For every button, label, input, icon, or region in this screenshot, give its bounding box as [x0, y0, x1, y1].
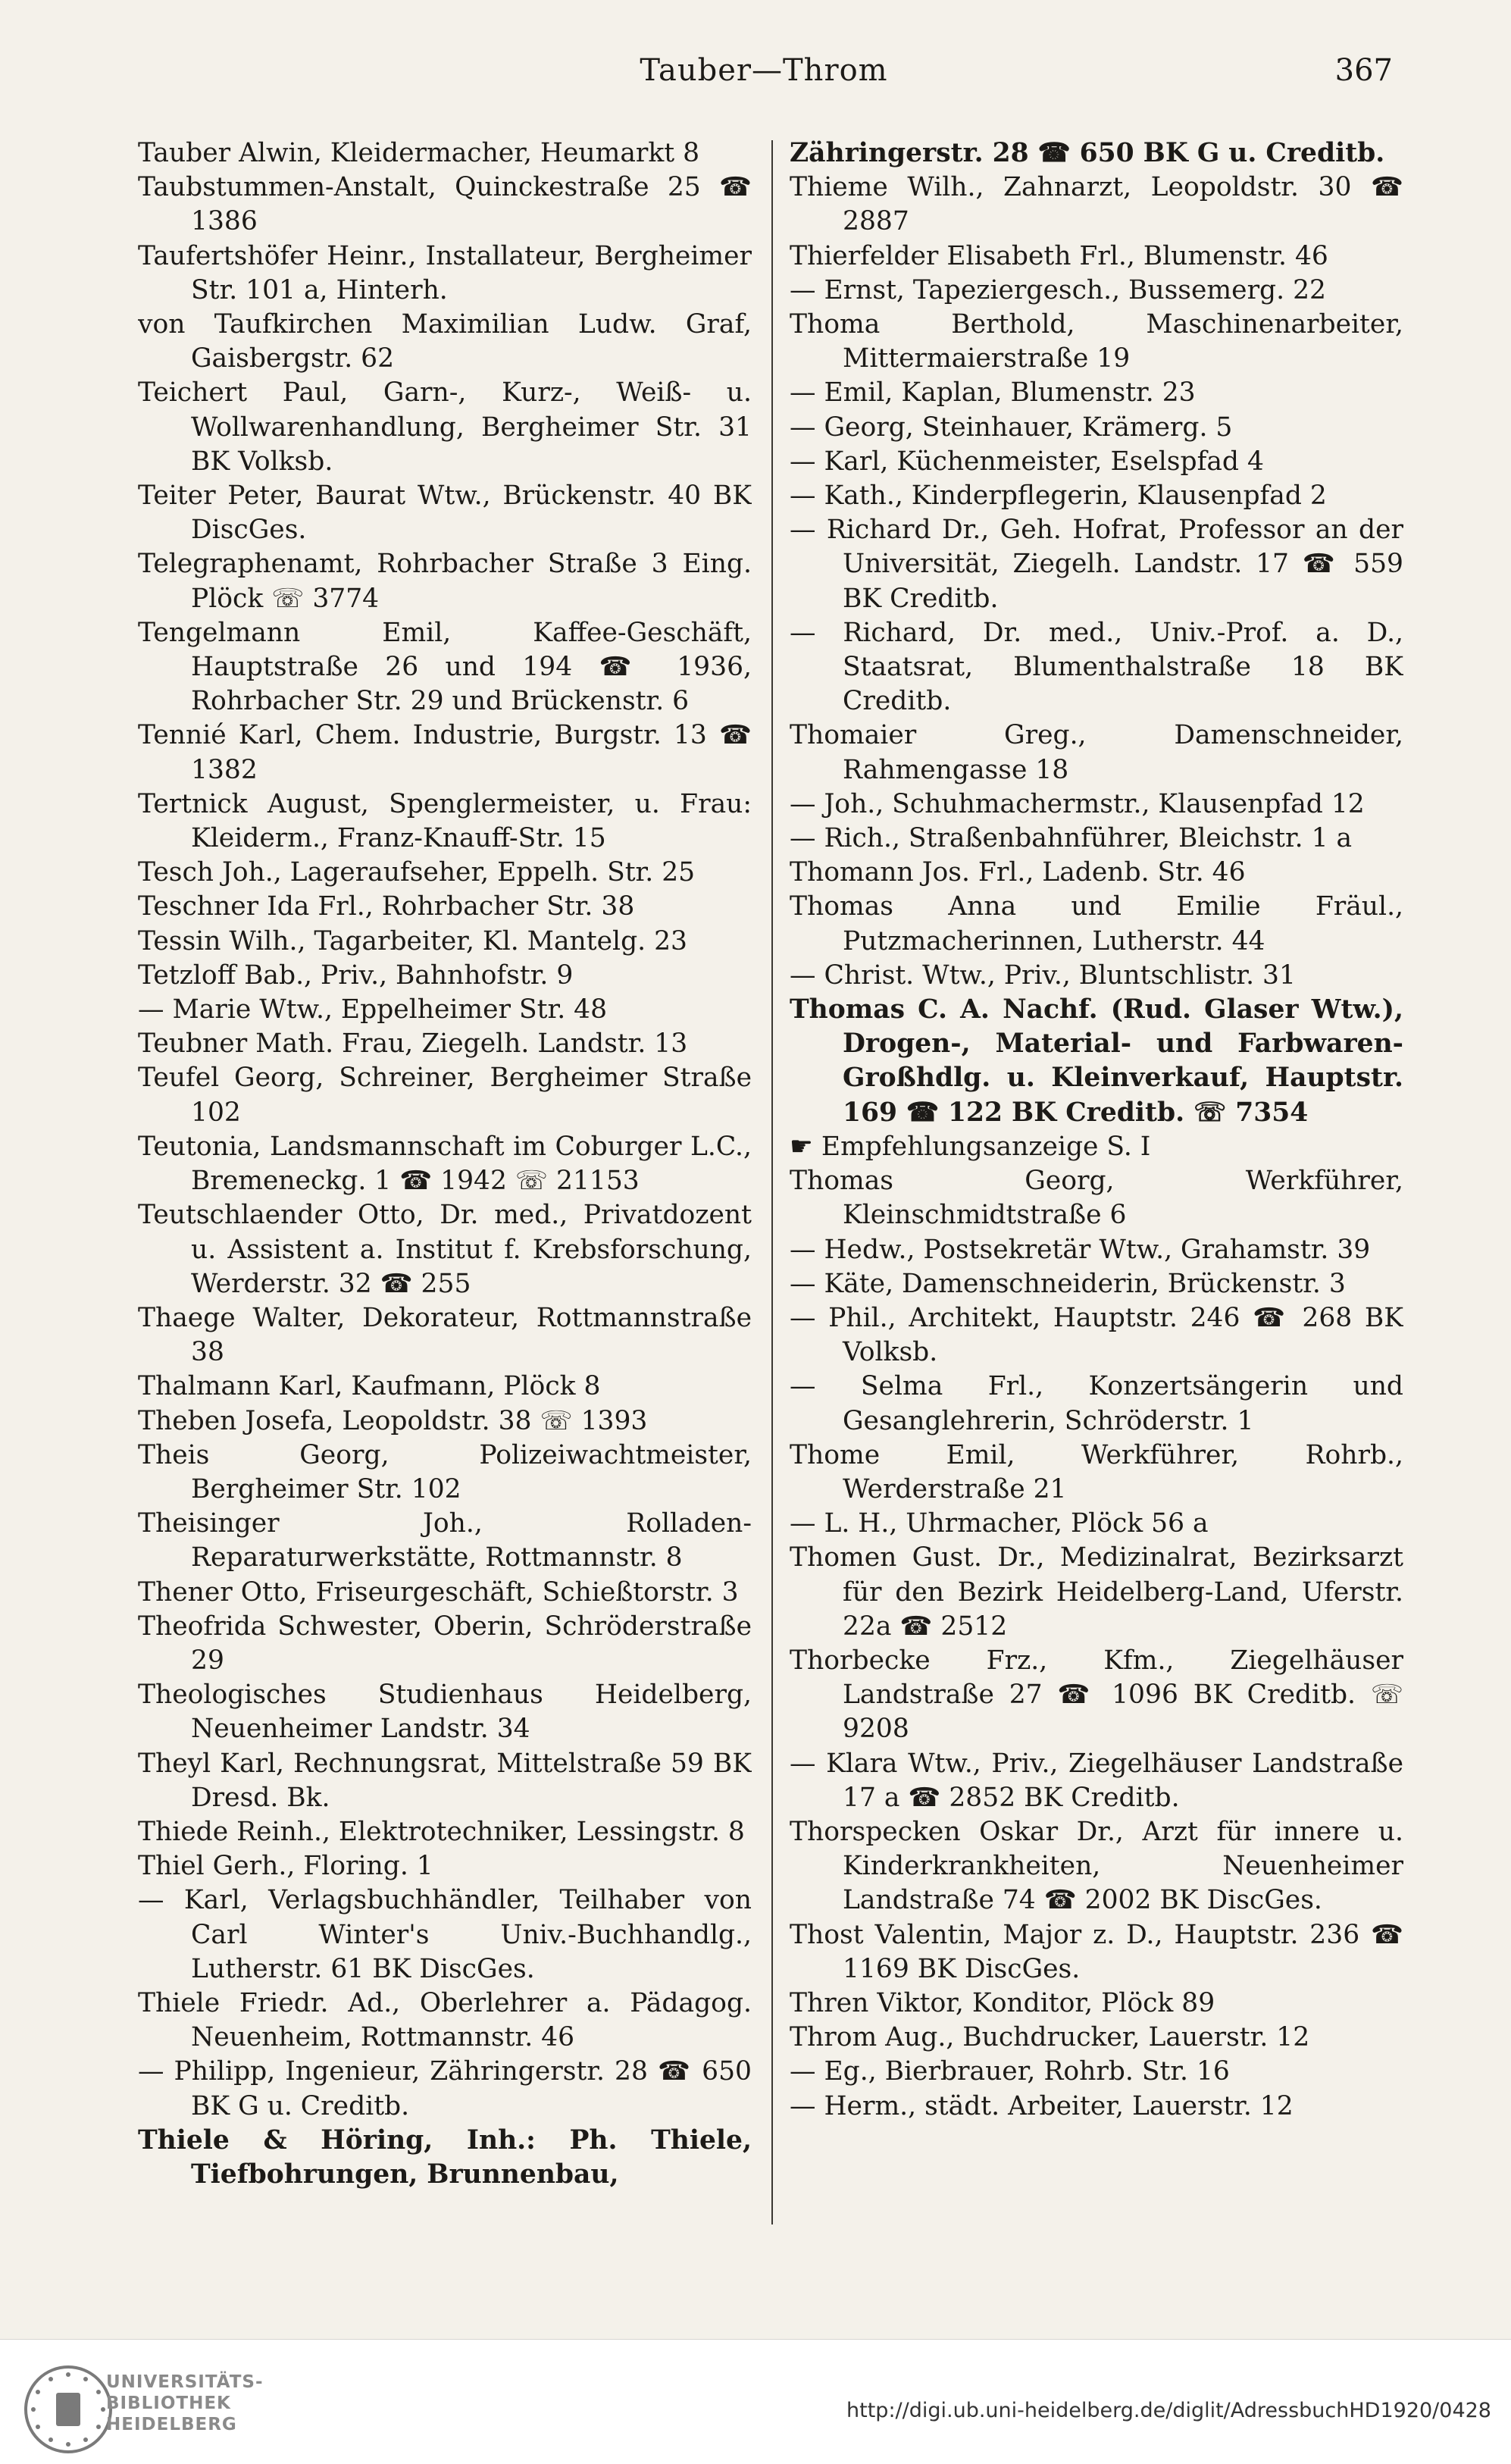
directory-entry: Zähringerstr. 28 ☎ 650 BK G u. Creditb. — [790, 138, 1385, 168]
directory-entry: Thost Valentin, Major z. D., Hauptstr. 236 ☎ 1169 BK DiscGes. — [790, 1919, 1403, 1984]
directory-entry: Telegraphenamt, Rohrbacher Straße 3 Eing. Plöck ☏ 3774 — [138, 549, 752, 614]
directory-entry: von Taufkirchen Maximilian Ludw. Graf, Gaisbergstr. 62 — [138, 309, 752, 374]
directory-entry: Theben Josefa, Leopoldstr. 38 ☏ 1393 — [138, 1405, 648, 1436]
directory-entry: — Philipp, Ingenieur, Zähringerstr. 28 ☎ 650 BK G u. Creditb. — [138, 2056, 752, 2121]
directory-entry: — Phil., Architekt, Hauptstr. 246 ☎ 268 BK Volksb. — [790, 1302, 1403, 1368]
directory-entry: Thiel Gerh., Floring. 1 — [138, 1851, 433, 1882]
directory-entry: Tertnick August, Spenglermeister, u. Frau: Kleiderm., Franz-Knauff-Str. 15 — [138, 788, 752, 854]
column-divider — [771, 140, 773, 2224]
directory-entry: Thorspecken Oskar Dr., Arzt für innere u. Kinderkrankheiten, Neuenheimer Landstraße 74 ☎ 2002 BK DiscGes. — [790, 1816, 1403, 1916]
directory-entry: — Joh., Schuhmachermstr., Klausenpfad 12 — [790, 788, 1365, 819]
directory-entry: Theofrida Schwester, Oberin, Schröderstraße 29 — [138, 1611, 752, 1676]
directory-entry: Tauber Alwin, Kleidermacher, Heumarkt 8 — [138, 138, 700, 168]
directory-entry: Teufel Georg, Schreiner, Bergheimer Straße 102 — [138, 1063, 752, 1128]
directory-entry: Teubner Math. Frau, Ziegelh. Landstr. 13 — [138, 1028, 688, 1060]
directory-entry: Teichert Paul, Garn-, Kurz-, Weiß- u. Wollwarenhandlung, Bergheimer Str. 31 BK Volksb. — [138, 377, 752, 477]
directory-entry: — Hedw., Postsekretär Wtw., Grahamstr. 39 — [790, 1234, 1371, 1265]
university-seal-icon — [23, 2364, 114, 2455]
directory-entry: Thomas C. A. Nachf. (Rud. Glaser Wtw.), Drogen-, Material- und Farbwaren-Großhdlg. u. Kleinverkauf, Hauptstr. 169 ☎ 122 BK Creditb. ☏ 7354 — [790, 994, 1403, 1128]
directory-entry: Thomen Gust. Dr., Medizinalrat, Bezirksarzt für den Bezirk Heidelberg-Land, Uferstr. 22a ☎ 2512 — [790, 1542, 1403, 1642]
directory-entry: Thener Otto, Friseurgeschäft, Schießtorstr. 3 — [138, 1576, 739, 1608]
directory-entry: Theis Georg, Polizeiwachtmeister, Bergheimer Str. 102 — [138, 1439, 752, 1504]
directory-entry: Theyl Karl, Rechnungsrat, Mittelstraße 59 BK Dresd. Bk. — [138, 1748, 752, 1813]
directory-entry: Thalmann Karl, Kaufmann, Plöck 8 — [138, 1371, 601, 1402]
directory-entry: Thome Emil, Werkführer, Rohrb., Werderstraße 21 — [790, 1439, 1403, 1504]
directory-entry: Thieme Wilh., Zahnarzt, Leopoldstr. 30 ☎ 2887 — [790, 172, 1403, 237]
directory-entry: Thierfelder Elisabeth Frl., Blumenstr. 46 — [790, 240, 1328, 271]
page-title: Tauber—Throm — [640, 53, 888, 88]
directory-entry: Tessin Wilh., Tagarbeiter, Kl. Mantelg. 23 — [138, 925, 688, 956]
directory-entry: Thaege Walter, Dekorateur, Rottmannstraße 38 — [138, 1302, 752, 1368]
directory-entry: Thren Viktor, Konditor, Plöck 89 — [790, 1987, 1215, 2018]
directory-entry: — Richard Dr., Geh. Hofrat, Professor an der Universität, Ziegelh. Landstr. 17 ☎ 559 BK Creditb. — [790, 515, 1403, 614]
directory-entry: Tetzloff Bab., Priv., Bahnhofstr. 9 — [138, 960, 574, 991]
directory-entry: — Rich., Straßenbahnführer, Bleichstr. 1 a — [790, 823, 1353, 854]
library-name-line: UNIVERSITÄTS- — [106, 2372, 264, 2392]
directory-entry: Teutonia, Landsmannschaft im Coburger L.C., Bremeneckg. 1 ☎ 1942 ☏ 21153 — [138, 1131, 752, 1197]
directory-entry: Tesch Joh., Lageraufseher, Eppelh. Str. 25 — [138, 857, 696, 888]
directory-entry: Tengelmann Emil, Kaffee-Geschäft, Hauptstraße 26 und 194 ☎ 1936, Rohrbacher Str. 29 und Brückenstr. 6 — [138, 617, 752, 717]
directory-entry: Thomaier Greg., Damenschneider, Rahmengasse 18 — [790, 720, 1403, 785]
directory-entry: — Richard, Dr. med., Univ.-Prof. a. D., Staatsrat, Blumenthalstraße 18 BK Creditb. — [790, 617, 1403, 717]
directory-entry: — Karl, Küchenmeister, Eselspfad 4 — [790, 446, 1264, 477]
directory-entry: Teiter Peter, Baurat Wtw., Brückenstr. 40 BK DiscGes. — [138, 481, 752, 546]
page-header — [135, 53, 1393, 95]
directory-entry: Taubstummen-Anstalt, Quinckestraße 25 ☎ 1386 — [138, 172, 752, 237]
left-column — [138, 136, 752, 2319]
directory-entry: — Christ. Wtw., Priv., Bluntschlistr. 31 — [790, 960, 1296, 991]
directory-entry: — Klara Wtw., Priv., Ziegelhäuser Landstraße 17 a ☎ 2852 BK Creditb. — [790, 1748, 1403, 1813]
directory-entry: — Käte, Damenschneiderin, Brückenstr. 3 — [790, 1268, 1346, 1299]
directory-entry: — Karl, Verlagsbuchhändler, Teilhaber von Carl Winter's Univ.-Buchhandlg., Lutherstr. 61 BK DiscGes. — [138, 1885, 752, 1984]
library-name-line: HEIDELBERG — [106, 2415, 237, 2434]
library-name — [106, 2372, 264, 2435]
directory-entry: — Marie Wtw., Eppelheimer Str. 48 — [138, 994, 608, 1025]
directory-entry: — Georg, Steinhauer, Krämerg. 5 — [790, 412, 1233, 443]
directory-entry: Taufertshöfer Heinr., Installateur, Bergheimer Str. 101 a, Hinterh. — [138, 240, 752, 305]
directory-entry: Throm Aug., Buchdrucker, Lauerstr. 12 — [790, 2022, 1310, 2053]
directory-entry: — Ernst, Tapeziergesch., Bussemerg. 22 — [790, 274, 1326, 305]
source-url-link[interactable]: http://digi.ub.uni-heidelberg.de/diglit/AdressbuchHD1920/0428 — [846, 2399, 1491, 2422]
page-number: 367 — [1334, 53, 1393, 88]
directory-entry: — Emil, Kaplan, Blumenstr. 23 — [790, 377, 1196, 409]
viewer-footer — [0, 2339, 1511, 2464]
directory-entry: Thomas Anna und Emilie Fräul., Putzmacherinnen, Lutherstr. 44 — [790, 891, 1403, 956]
directory-entry: — Selma Frl., Konzertsängerin und Gesanglehrerin, Schröderstr. 1 — [790, 1371, 1403, 1436]
directory-entry: Thorbecke Frz., Kfm., Ziegelhäuser Landstraße 27 ☎ 1096 BK Creditb. ☏ 9208 — [790, 1645, 1403, 1745]
directory-entry: — L. H., Uhrmacher, Plöck 56 a — [790, 1508, 1209, 1539]
directory-entry: Tennié Karl, Chem. Industrie, Burgstr. 13 ☎ 1382 — [138, 720, 752, 785]
directory-entry: Teutschlaender Otto, Dr. med., Privatdozent u. Assistent a. Institut f. Krebsforschung, Werderstr. 32 ☎ 255 — [138, 1200, 752, 1299]
directory-entry: Theisinger Joh., Rolladen-Reparaturwerkstätte, Rottmannstr. 8 — [138, 1508, 752, 1573]
directory-entry: — Kath., Kinderpflegerin, Klausenpfad 2 — [790, 481, 1327, 512]
right-column — [790, 136, 1403, 2319]
directory-entry: Theologisches Studienhaus Heidelberg, Neuenheimer Landstr. 34 — [138, 1680, 752, 1745]
directory-entry: Teschner Ida Frl., Rohrbacher Str. 38 — [138, 891, 635, 922]
library-name-line: BIBLIOTHEK — [106, 2394, 231, 2413]
directory-entry: Thomann Jos. Frl., Ladenb. Str. 46 — [790, 857, 1246, 888]
directory-entry: — Eg., Bierbrauer, Rohrb. Str. 16 — [790, 2056, 1230, 2087]
directory-entry: ☛ Empfehlungsanzeige S. I — [790, 1131, 1151, 1162]
directory-entry: Thiede Reinh., Elektrotechniker, Lessingstr. 8 — [138, 1816, 745, 1847]
directory-entry: — Herm., städt. Arbeiter, Lauerstr. 12 — [790, 2090, 1294, 2121]
directory-entry: Thiele Friedr. Ad., Oberlehrer a. Pädagog. Neuenheim, Rottmannstr. 46 — [138, 1987, 752, 2053]
directory-entry: Thomas Georg, Werkführer, Kleinschmidtstraße 6 — [790, 1166, 1403, 1231]
directory-entry: Thiele & Höring, Inh.: Ph. Thiele, Tiefbohrungen, Brunnenbau, — [138, 2124, 752, 2190]
directory-entry: Thoma Berthold, Maschinenarbeiter, Mittermaierstraße 19 — [790, 309, 1403, 374]
